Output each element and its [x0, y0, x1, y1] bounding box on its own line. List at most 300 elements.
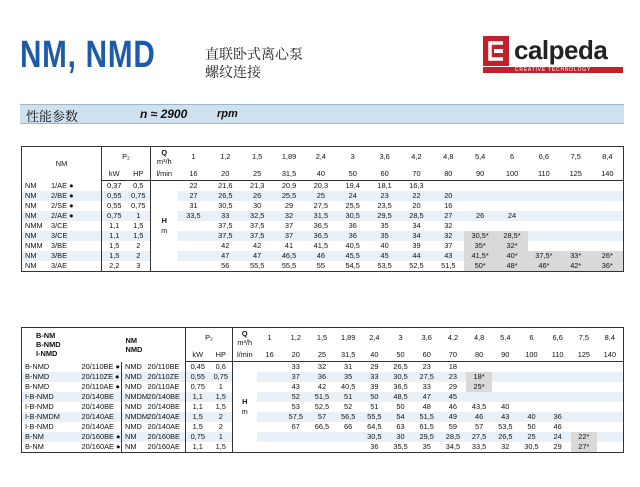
- head-value: 30,5: [518, 442, 544, 453]
- q-lmin-value: 90: [464, 166, 496, 181]
- head-value: [592, 231, 624, 241]
- power-kw: 1,1: [186, 392, 210, 402]
- head-value: [560, 181, 592, 192]
- head-value: [528, 181, 560, 192]
- head-value: 47: [241, 251, 273, 261]
- head-value: 37,5: [218, 221, 233, 230]
- power-hp: 1: [218, 382, 223, 391]
- power-hp: 3: [127, 261, 151, 272]
- head-value: [528, 201, 560, 211]
- head-value: 29: [370, 362, 379, 371]
- q-lmin-value: 20: [209, 166, 241, 181]
- head-value: [466, 362, 492, 373]
- power-hp: 1,5: [215, 402, 226, 411]
- calpeda-mark-icon: [483, 36, 509, 66]
- head-value: 37: [283, 372, 309, 382]
- pump-model-a: B-NMD: [22, 382, 79, 392]
- head-value: [545, 392, 571, 402]
- q-lmin-value: 31,5: [335, 347, 361, 362]
- head-value: 51: [370, 402, 379, 411]
- band-speed: n ≈ 2900: [140, 107, 188, 121]
- head-value: 39: [412, 241, 421, 250]
- head-value: [257, 432, 283, 442]
- pump-size-b: 20/140BE: [145, 392, 186, 402]
- pump-model-b: NMD: [122, 362, 145, 373]
- head-value: 33: [209, 211, 241, 221]
- head-value: 16,3: [409, 181, 424, 190]
- head-value: 26: [464, 211, 496, 221]
- head-value: 40: [380, 241, 389, 250]
- pump-size-b: 20/160AE: [145, 442, 186, 453]
- head-value: [571, 372, 597, 382]
- pump-size-b: 20/110BE: [147, 361, 180, 371]
- head-value: [597, 422, 623, 432]
- head-value: 54: [387, 412, 413, 422]
- head-value: 26,5: [209, 191, 241, 201]
- head-value: [571, 362, 597, 373]
- q-lmin-value: 20: [283, 347, 309, 362]
- head-value: 32: [432, 231, 464, 241]
- table-row: [22, 422, 624, 432]
- head-value: 37: [273, 231, 305, 241]
- head-value: 40,5: [340, 382, 356, 391]
- head-value: [496, 221, 528, 231]
- head-value: 25,5: [273, 191, 305, 201]
- head-value: [545, 402, 571, 412]
- q-lmin-value: 50: [387, 347, 413, 362]
- head-value: 26,5: [393, 362, 408, 371]
- head-value: 36: [545, 412, 571, 422]
- q-m3h-value: 6: [496, 147, 528, 167]
- pump-model-a: B-NMD: [22, 372, 79, 382]
- head-value: 35,5: [387, 442, 413, 453]
- pump-model: NM 2/BE ●: [22, 191, 102, 201]
- head-value: 46: [553, 422, 562, 431]
- head-value: [518, 382, 544, 392]
- q-m3h-value: 6,6: [528, 147, 560, 167]
- q-lmin-value: 40: [305, 166, 337, 181]
- head-value: 25*: [466, 382, 492, 392]
- brand-logo: [483, 36, 623, 72]
- head-value: 42*: [560, 261, 592, 272]
- head-value: 33: [361, 372, 387, 382]
- head-value: [545, 372, 571, 382]
- q-label: Q: [161, 147, 168, 157]
- head-value: [560, 231, 592, 241]
- q-m3h-value: 3: [337, 147, 369, 167]
- head-value: 34: [401, 231, 433, 241]
- head-value: 51: [335, 392, 361, 402]
- head-value: 28,5: [401, 211, 433, 221]
- head-value: 32: [444, 221, 453, 230]
- table-row: [22, 211, 624, 221]
- head-value: [496, 201, 528, 211]
- head-value: 22: [189, 181, 198, 190]
- head-value: 67: [291, 422, 300, 431]
- head-value: 23: [422, 362, 431, 371]
- head-value: [492, 392, 518, 402]
- pump-model: NM 1/AE ●: [22, 181, 102, 192]
- power-kw: 0,75: [186, 432, 210, 442]
- head-value: 32: [317, 362, 327, 371]
- pump-model: NMM 3/BE: [22, 241, 102, 251]
- head-value: [571, 392, 597, 402]
- head-value: 18*: [466, 372, 492, 382]
- pump-model: NM 2/SE ●: [22, 201, 102, 211]
- head-value: 18,1: [377, 181, 392, 190]
- model-header-b: NM NMD: [122, 328, 186, 362]
- head-value: 51,5: [414, 412, 440, 422]
- kw-header: kW: [186, 347, 210, 362]
- head-value: 43,5: [471, 402, 487, 411]
- pump-size-b: 20/140AE: [147, 422, 180, 431]
- head-value: [571, 382, 597, 392]
- head-value: 20: [432, 191, 464, 201]
- power-kw: 0,55: [102, 201, 127, 211]
- head-value: [464, 191, 496, 201]
- head-value: 53,5: [369, 261, 401, 272]
- power-hp: 0,6: [215, 362, 226, 371]
- head-value: 27: [178, 191, 210, 201]
- head-value: [257, 442, 283, 453]
- power-kw: 1,1: [186, 402, 210, 412]
- head-value: [528, 191, 560, 201]
- head-value: [597, 362, 623, 373]
- head-value: 23: [440, 372, 466, 382]
- q-m3h-value: 4,2: [401, 147, 433, 167]
- q-header: Q m³/h: [233, 328, 257, 348]
- head-value: 25: [518, 432, 544, 442]
- head-value: 22: [401, 191, 433, 201]
- pump-model: NM 2/AE ●: [22, 211, 102, 221]
- head-value: 28,5*: [496, 231, 528, 241]
- power-kw: 1,1: [102, 231, 127, 241]
- power-kw: 1,1: [186, 442, 210, 453]
- head-value: 32,5: [241, 211, 273, 221]
- head-value: [464, 181, 496, 192]
- head-label: H m: [151, 181, 178, 272]
- model-header-a: B-NM B-NMD I-NMD: [22, 328, 122, 362]
- head-value: 41,5*: [464, 251, 496, 261]
- hp-header: HP: [127, 166, 151, 181]
- head-value: 24: [337, 191, 369, 201]
- power-hp: 2: [127, 251, 151, 261]
- head-value: 28,5: [440, 432, 466, 442]
- pump-size-a: 20/140BE: [81, 402, 114, 411]
- power-hp: 0,5: [133, 181, 144, 190]
- head-value: 52,5: [314, 402, 330, 411]
- pump-model-b: NMD: [122, 422, 145, 432]
- head-value: [518, 362, 544, 373]
- head-value: 46: [448, 402, 458, 411]
- head-value: 39: [370, 382, 379, 391]
- head-value: 21,3: [249, 181, 265, 190]
- head-value: 25: [305, 191, 337, 201]
- performance-table-2: [21, 327, 624, 453]
- head-value: [571, 422, 597, 432]
- pump-size-a: 20/140AE: [81, 422, 114, 431]
- head-value: 27: [432, 211, 464, 221]
- head-value: 45: [440, 392, 466, 402]
- head-value: [545, 382, 571, 392]
- head-value: 18: [448, 362, 458, 371]
- head-value: 37: [444, 241, 453, 250]
- table-row: [22, 372, 624, 382]
- p2-header: P₂: [102, 147, 151, 167]
- head-value: 35: [414, 442, 440, 453]
- head-value: 33: [291, 362, 300, 371]
- head-value: 56: [209, 261, 241, 272]
- pump-size-b: 20/140AE: [145, 412, 186, 422]
- head-value: [571, 402, 597, 412]
- head-value: [257, 362, 283, 373]
- table-row: [22, 191, 624, 201]
- pump-model-b: NMD: [122, 382, 145, 392]
- head-value: 64,5: [367, 422, 382, 431]
- power-kw: 1,5: [102, 241, 127, 251]
- head-value: 25,5: [345, 201, 360, 210]
- head-value: 52,5: [401, 261, 433, 272]
- q-lmin-value: 70: [440, 347, 466, 362]
- head-value: [257, 382, 283, 392]
- head-value: [492, 372, 518, 382]
- q-header: [151, 147, 178, 167]
- head-value: 30,5: [361, 432, 387, 442]
- head-value: [283, 442, 309, 453]
- head-value: 49: [440, 412, 466, 422]
- q-m3h-value: 5,4: [492, 328, 518, 348]
- q-m3h-value: 7,5: [560, 147, 592, 167]
- q-lmin-value: 100: [496, 166, 528, 181]
- q-lmin-value: 60: [369, 166, 401, 181]
- power-kw: 2,2: [102, 261, 127, 272]
- head-value: [335, 432, 361, 442]
- q-lmin-value: 16: [178, 166, 210, 181]
- head-value: [518, 372, 544, 382]
- band-label: 性能参数: [26, 109, 79, 124]
- q-m3h-value: 1,2: [283, 328, 309, 348]
- power-hp: 0,75: [210, 372, 233, 382]
- head-value: 48: [422, 402, 431, 411]
- head-value: [571, 412, 597, 422]
- head-value: 54,5: [337, 261, 369, 272]
- brand-name: calpeda: [514, 35, 608, 65]
- head-value: 45,5: [337, 251, 369, 261]
- q-m3h-value: 4,8: [432, 147, 464, 167]
- head-value: 63: [396, 422, 405, 431]
- table-row: [22, 362, 624, 373]
- head-value: 20: [412, 201, 421, 210]
- head-value: 51,5: [432, 261, 464, 272]
- head-value: 43: [492, 412, 518, 422]
- pump-model-a: B-NMD: [22, 362, 79, 373]
- head-value: [597, 402, 623, 412]
- head-value: [597, 442, 623, 453]
- pump-model-a: B-NM: [22, 442, 79, 453]
- head-value: 24: [496, 211, 528, 221]
- head-value: 33,5: [178, 211, 210, 221]
- head-value: 22*: [571, 432, 597, 442]
- subtitle-line-1: 直联卧式离心泵: [205, 46, 303, 62]
- q-lmin-value: 125: [560, 166, 592, 181]
- head-value: 55,5: [241, 261, 273, 272]
- pump-size-a: 20/160BE ●: [79, 432, 122, 442]
- head-value: [597, 432, 623, 442]
- head-value: 36*: [592, 261, 624, 272]
- power-kw: 0,37: [102, 181, 127, 192]
- head-value: 20,9: [281, 181, 297, 190]
- table-row: [22, 442, 624, 453]
- head-value: 45: [369, 251, 401, 261]
- head-value: 26*: [592, 251, 624, 261]
- power-hp: 2: [136, 241, 141, 250]
- head-value: 27,5: [466, 432, 492, 442]
- head-value: 30,5: [387, 372, 413, 382]
- q-m3h-value: 6,6: [545, 328, 571, 348]
- subtitle-line-2: 螺纹连接: [205, 64, 261, 80]
- table-row: [22, 201, 624, 211]
- head-value: [560, 241, 592, 251]
- q-m3h-value: 1,89: [335, 328, 361, 348]
- head-value: 31: [189, 201, 198, 210]
- pump-model-b: NM: [122, 442, 145, 453]
- head-value: 27*: [571, 442, 597, 453]
- table-row: [22, 392, 624, 402]
- band-unit: rpm: [217, 108, 238, 120]
- q-m3h-value: 8,4: [597, 328, 623, 348]
- head-value: [592, 181, 624, 192]
- head-value: [528, 241, 560, 251]
- head-value: [309, 432, 335, 442]
- q-m3h-value: 2,4: [305, 147, 337, 167]
- head-value: 41,5: [313, 241, 329, 250]
- head-value: 27,5: [313, 201, 329, 210]
- head-value: [257, 422, 283, 432]
- head-value: 42: [221, 241, 230, 250]
- head-value: 40,5: [345, 241, 360, 250]
- q-lmin-value: 25: [241, 166, 273, 181]
- head-value: [597, 372, 623, 382]
- head-value: [592, 191, 624, 201]
- pump-model-a: B-NM: [22, 432, 79, 442]
- pump-model: NM 3/BE: [22, 251, 102, 261]
- pump-model-a: I-B-NMD: [22, 402, 79, 412]
- head-value: 47: [414, 392, 440, 402]
- power-hp: 1: [127, 211, 151, 221]
- head-value: 32: [492, 442, 518, 453]
- power-hp: 1,5: [133, 221, 144, 230]
- head-value: [597, 392, 623, 402]
- table-row: [22, 261, 624, 272]
- head-value: 50: [396, 402, 405, 411]
- head-value: [560, 201, 592, 211]
- power-hp: 1: [210, 432, 233, 442]
- q-lmin-value: 16: [257, 347, 283, 362]
- table-row: [22, 241, 624, 251]
- q-m3h-value: 1: [178, 147, 210, 167]
- head-value: 36,5: [313, 221, 329, 230]
- head-value: [592, 211, 624, 221]
- q-unit-lmin: l/min: [151, 166, 178, 181]
- pump-size-a: 20/110ZE ●: [79, 372, 122, 382]
- head-value: [178, 261, 210, 272]
- q-m3h-value: 4,8: [466, 328, 492, 348]
- head-value: 32: [273, 211, 305, 221]
- q-m3h-value: 3,6: [414, 328, 440, 348]
- power-kw: 1,5: [186, 412, 210, 422]
- pump-model-b: NM: [122, 432, 145, 442]
- head-value: 40*: [496, 251, 528, 261]
- head-value: [528, 231, 560, 241]
- head-value: [597, 412, 623, 422]
- head-value: 56,5: [335, 412, 361, 422]
- q-m3h-value: 1,5: [309, 328, 335, 348]
- head-value: 36: [348, 221, 357, 230]
- pump-size-b: 20/160BE: [145, 432, 186, 442]
- q-lmin-value: 110: [545, 347, 571, 362]
- pump-size-a: 20/140AE: [79, 412, 122, 422]
- head-value: 29: [545, 442, 571, 453]
- head-value: [464, 221, 496, 231]
- pump-size-a: 20/140BE: [79, 392, 122, 402]
- power-kw: 1,5: [186, 422, 210, 432]
- head-value: 36: [337, 231, 369, 241]
- head-value: 53,5: [498, 422, 513, 431]
- head-value: [178, 241, 210, 251]
- power-hp: 0,75: [131, 201, 146, 210]
- table-row: [22, 432, 624, 442]
- head-value: 31: [344, 362, 353, 371]
- head-value: 29,5: [369, 211, 401, 221]
- table-row: [22, 221, 624, 231]
- head-value: 52: [344, 402, 353, 411]
- head-value: [309, 442, 335, 453]
- head-value: [518, 392, 544, 402]
- q-m3h-value: 1,2: [209, 147, 241, 167]
- head-value: 66,5: [314, 422, 330, 431]
- q-lmin-value: 80: [466, 347, 492, 362]
- q-lmin-value: 60: [414, 347, 440, 362]
- q-lmin-value: 110: [528, 166, 560, 181]
- pump-model-b: NMD: [122, 372, 145, 382]
- head-value: [335, 442, 361, 453]
- head-value: 43: [291, 382, 300, 391]
- head-value: [283, 432, 309, 442]
- head-value: 44: [401, 251, 433, 261]
- power-kw: 0,75: [102, 211, 127, 221]
- q-lmin-value: 50: [337, 166, 369, 181]
- head-value: [466, 392, 492, 402]
- head-value: 37: [284, 221, 294, 230]
- head-value: 51,5: [309, 392, 335, 402]
- head-value: 48,5: [387, 392, 413, 402]
- head-value: 33,5: [466, 442, 492, 453]
- pump-size-a: 20/110AE ●: [81, 382, 120, 391]
- q-lmin-value: 125: [571, 347, 597, 362]
- head-value: 30,5: [337, 211, 369, 221]
- head-label: H m: [233, 362, 257, 453]
- head-value: [545, 362, 571, 373]
- pump-size-a: 20/110BE ●: [81, 361, 120, 371]
- power-kw: 1,5: [102, 251, 127, 261]
- head-value: 37,5: [209, 231, 241, 241]
- head-value: 30,5*: [464, 231, 496, 241]
- head-value: 26: [241, 191, 273, 201]
- head-value: 36,5: [305, 231, 337, 241]
- head-value: 57: [474, 422, 484, 431]
- head-value: 43: [432, 251, 464, 261]
- head-value: 50: [527, 422, 536, 431]
